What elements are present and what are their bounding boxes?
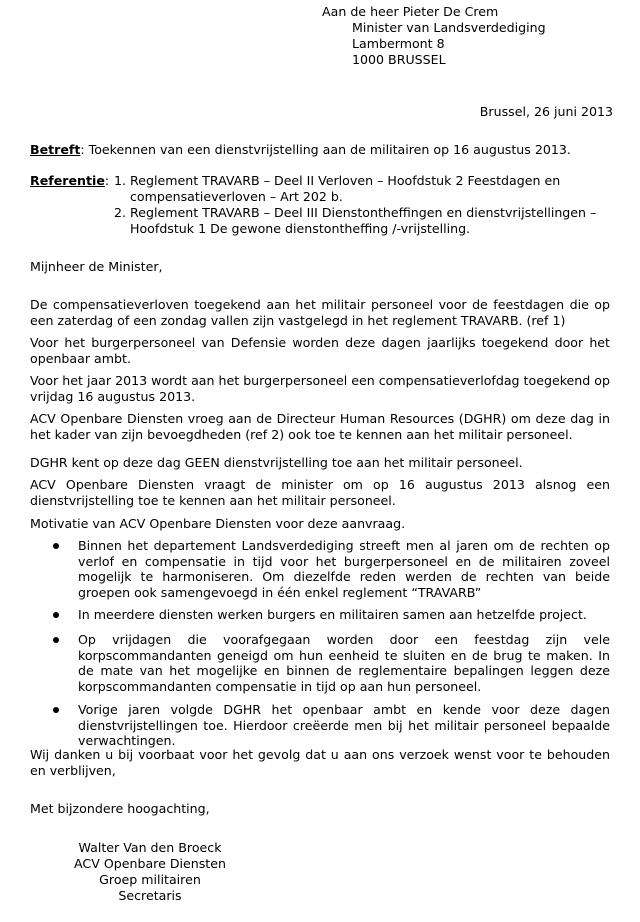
reference-item-1-line-1: 1. Reglement TRAVARB – Deel II Verloven – Hoofdstuk 2 Feestdagen en [114,173,561,188]
list-item [78,702,610,749]
list-item [78,538,610,600]
list-item-text: Op vrijdagen die voorafgegaan worden door een feestdag zijn vele korpscommandanten geneigd om hun eenheid te sluiten en de brug te maken. In de mate van het mogelijke en binnen de reglementaire bepalingen leggen deze korpscommandanten compensatie in tijd op aan hun personeel. [78,632,610,694]
signature-role: Secretaris [118,888,182,903]
paragraph-4: ACV Openbare Diensten vroeg aan de Directeur Human Resources (DGHR) om deze dag in het kader van zijn bevoegdheden (ref 2) ook toe te kennen aan het militair personeel. [30,411,610,442]
reference-block [30,173,109,189]
reference-label: Referentie [30,173,105,188]
paragraph-3: Voor het jaar 2013 wordt aan het burgerpersoneel een compensatieverlofdag toegekend op vrijdag 16 augustus 2013. [30,373,610,404]
list-item [78,632,610,694]
paragraph-7: Motivatie van ACV Openbare Diensten voor deze aanvraag. [30,516,406,531]
closing: Met bijzondere hoogachting, [30,801,210,816]
bullet-icon [53,637,59,643]
letter-date: Brussel, 26 juni 2013 [479,104,613,119]
signature-group: Groep militairen [99,872,201,887]
salutation: Mijnheer de Minister, [30,259,163,274]
signature-name: Walter Van den Broeck [78,840,222,855]
recipient-line-2: Minister van Landsverdediging [352,20,546,35]
subject-text: : Toekennen van een dienstvrijstelling aan de militairen op 16 augustus 2013. [80,142,571,157]
subject-label: Betreft [30,142,81,157]
list-item-text: Binnen het departement Landsverdediging streeft men al jaren om de rechten op verlof en compensatie in tijd voor het burgerpersoneel en de militairen zoveel mogelijk te harmoniseren. Om diezelfde reden werden de rechten van beide groepen ook samengevoegd in één enkel reglement “TRAVARB” [78,538,610,600]
list-item [78,607,610,623]
closing-paragraph: Wij danken u bij voorbaat voor het gevolg dat u aan ons verzoek wenst voor te behouden en verblijven, [30,747,610,778]
reference-colon: : [104,173,110,188]
recipient-line-3: Lambermont 8 [352,36,445,51]
bullet-icon [53,707,59,713]
reference-item-1-line-2: compensatieverloven – Art 202 b. [130,189,343,204]
paragraph-6: ACV Openbare Diensten vraagt de minister om op 16 augustus 2013 alsnog een dienstvrijstelling toe te kennen aan het militair personeel. [30,477,610,508]
paragraph-2: Voor het burgerpersoneel van Defensie worden deze dagen jaarlijks toegekend door het openbaar ambt. [30,335,610,366]
bullet-icon [53,612,59,618]
paragraph-1: De compensatieverloven toegekend aan het militair personeel voor de feestdagen die op een zaterdag of een zondag vallen zijn vastgelegd in het reglement TRAVARB. (ref 1) [30,297,610,328]
list-item-text: Vorige jaren volgde DGHR het openbaar ambt en kende voor deze dagen dienstvrijstellingen toe. Hierdoor creëerde men bij het militair personeel bepaalde verwachtingen. [78,702,610,748]
recipient-line-1: Aan de heer Pieter De Crem [322,4,499,19]
paragraph-5: DGHR kent op deze dag GEEN dienstvrijstelling toe aan het militair personeel. [30,455,523,470]
signature-org: ACV Openbare Diensten [74,856,226,871]
recipient-line-4: 1000 BRUSSEL [352,52,446,67]
reference-item-2-line-1: 2. Reglement TRAVARB – Deel III Dienstontheffingen en dienstvrijstellingen – [114,205,597,220]
subject-line [30,142,571,158]
list-item-text: In meerdere diensten werken burgers en militairen samen aan hetzelfde project. [78,607,587,622]
reference-item-2-line-2: Hoofdstuk 1 De gewone dienstontheffing /-vrijstelling. [130,221,471,236]
bullet-icon [53,543,59,549]
